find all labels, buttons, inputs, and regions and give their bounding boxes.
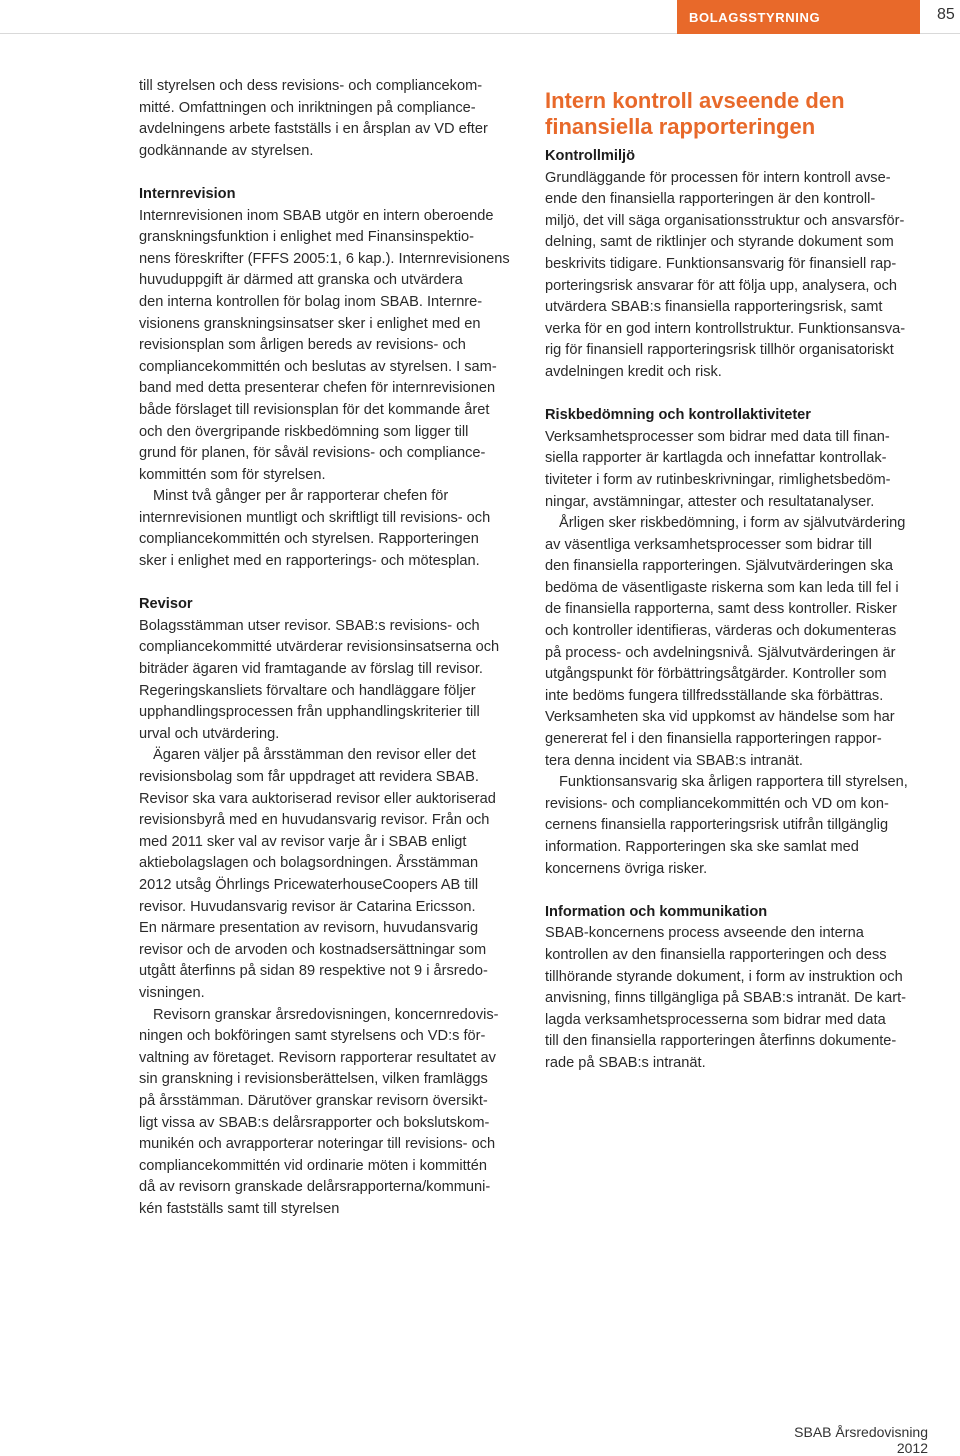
riskbedomning-paragraph-3: Funktionsansvarig ska årligen rapportera till styrelsen, revisions- och compliancekommittén och VD om kon- cernens finansiella rapporteringsrisk utifrån tillgänglig information. Rapporteringen ska ske samlat med koncernens övriga risker. [545, 774, 908, 877]
section-tab [677, 0, 920, 34]
riskbedomning-paragraph-2: Årligen sker riskbedömning, i form av självutvärdering av väsentliga verksamhetsprocesser som bidrar till den finansiella rapporteringen. Självutvärderingen ska bedöma de väsentligaste riskerna som kan leda till fel i de finansiella rapporterna, samt dess kontroller. Risker och kontroller identifieras, värderas och dokumenteras på process- och avdelningsnivå. Självutvärderingen är utgångspunkt för förbättringsåtgärder. Kontroller som inte bedöms fungera tillfredsställande ska förbättras. Verksamheten ska vid uppkomst av händelse som har genererat fel i den finansiella rapporteringen rappor- tera denna incident via SBAB:s intranät. [545, 515, 906, 769]
information-heading: Information och kommunikation [545, 903, 768, 920]
revisor-paragraph-1: Bolagsstämman utser revisor. SBAB:s revisions- och compliancekommitté utvärderar revisionsinsatserna och biträder ägaren vid framtagande av förslag till revisor. Regeringskansliets förvaltare och handläggare följer upphandlingsprocessen från upphandlingskriterier till urval och utvärdering. [139, 617, 500, 742]
intro-paragraph: till styrelsen och dess revisions- och compliancekom- mitté. Omfattningen och inriktningen på compliance- avdelningens arbete fastställs i en årsplan av VD efter godkännande av styrelsen. [139, 78, 488, 159]
right-column [545, 88, 933, 1075]
information-paragraph: SBAB-koncernens process avseende den interna kontrollen av den finansiella rapporteringen och dess tillhörande styrande dokument, i form av instruktion och anvisning, finns tillgängliga på SBAB:s intranät. De kart- lagda verksamhetsprocesserna som bidrar med data till den finansiella rapporteringen återfinns dokumente- rade på SBAB:s intranät. [545, 925, 906, 1071]
internrevision-paragraph-1: Internrevisionen inom SBAB utgör en intern oberoende granskningsfunktion i enlighet med Finansinspektio- nens föreskrifter (FFFS 2005:1, 6 kap.). Internrevisionens huvuduppgift är därmed att granska och utvärdera den interna kontrollen för bolag inom SBAB. Internre- visionens granskningsinsatser sker i enlighet med en revisionsplan som årligen bereds av revisions- och compliancekommittén och beslutas av styrelsen. I sam- band med detta presenterar chefen för internrevisionen både förslaget till revisionsplan för det kommande året och den övergripande riskbedömning som ligger till grund för planen, för såväl revisions- och compliance- kommittén som för styrelsen. [139, 207, 510, 483]
footer-publication: SBAB Årsredovisning 2012 [794, 1424, 928, 1456]
revisor-heading: Revisor [139, 596, 193, 613]
kontrollmiljo-paragraph: Grundläggande för processen för intern kontroll avse- ende den finansiella rapporteringen är den kontroll- miljö, det vill säga organisationsstruktur och ansvarsför- delning, samt de riktlinjer och styrande dokument som beskrivits tidigare. Funktionsansvarig för finansiell rap- porteringsrisk ansvarar för att följa upp, analysera, och utvärdera SBAB:s finansiella rapporteringsrisk, samt verka för en god intern kontrollstruktur. Funktionsansva- rig för finansiell rapporteringsrisk tillhör organisatoriskt avdelningen kredit och risk. [545, 169, 906, 380]
internrevision-paragraph-2: Minst två gånger per år rapporterar chefen för internrevisionen muntligt och skriftligt till revisions- och compliancekommittén och styrelsen. Rapporteringen sker i enlighet med en rapporterings- och mötesplan. [139, 488, 491, 570]
section-title: Intern kontroll avseende den finansiella rapporteringen [545, 88, 845, 139]
page-number: 85 [937, 6, 955, 23]
riskbedomning-paragraph-1: Verksamhetsprocesser som bidrar med data till finan- siella rapporter är kartlagda och innefattar kontrollak- tiviteter i form av rutinbeskrivningar, rimlighetsbedöm- ningar, avstämningar, attester och resultatanalyser. [545, 428, 891, 510]
left-column [139, 76, 524, 1220]
section-label: BOLAGSSTYRNING [689, 9, 821, 25]
internrevision-heading: Internrevision [139, 185, 236, 202]
revisor-paragraph-2: Ägaren väljer på årsstämman den revisor eller det revisionsbolag som får uppdraget att revidera SBAB. Revisor ska vara auktoriserad revisor eller auktoriserad revisionsbyrå med en huvudansvarig revisor. Från och med 2011 sker val av revisor varje år i SBAB enligt aktiebolagslagen och bolagsordningen. Årsstämman 2012 utsåg Öhrlings PricewaterhouseCoopers AB till revisor. Huvudansvarig revisor är Catarina Ericsson. En närmare presentation av revisorn, huvudansvarig revisor och de arvoden och kostnadsersättningar som utgått återfinns på sidan 89 respektive not 9 i årsredo- visningen. [139, 747, 496, 1001]
kontrollmiljo-heading: Kontrollmiljö [545, 148, 635, 164]
revisor-paragraph-3: Revisorn granskar årsredovisningen, koncernredovis- ningen och bokföringen samt styrelsens och VD:s för- valtning av företaget. Revisorn rapporterar resultatet av sin granskning i revisionsberättelsen, vilken framläggs på årsstämman. Därutöver granskar revisorn översikt- ligt vissa av SBAB:s delårsrapporter och bokslutskom- munikén och avrapporterar noteringar till revisions- och compliancekommittén vid ordinarie möten i kommittén då av revisorn granskade delårsrapporterna/kommuni- kén fastställs samt till styrelsen [139, 1006, 499, 1217]
riskbedomning-heading: Riskbedömning och kontrollaktiviteter [545, 407, 811, 424]
